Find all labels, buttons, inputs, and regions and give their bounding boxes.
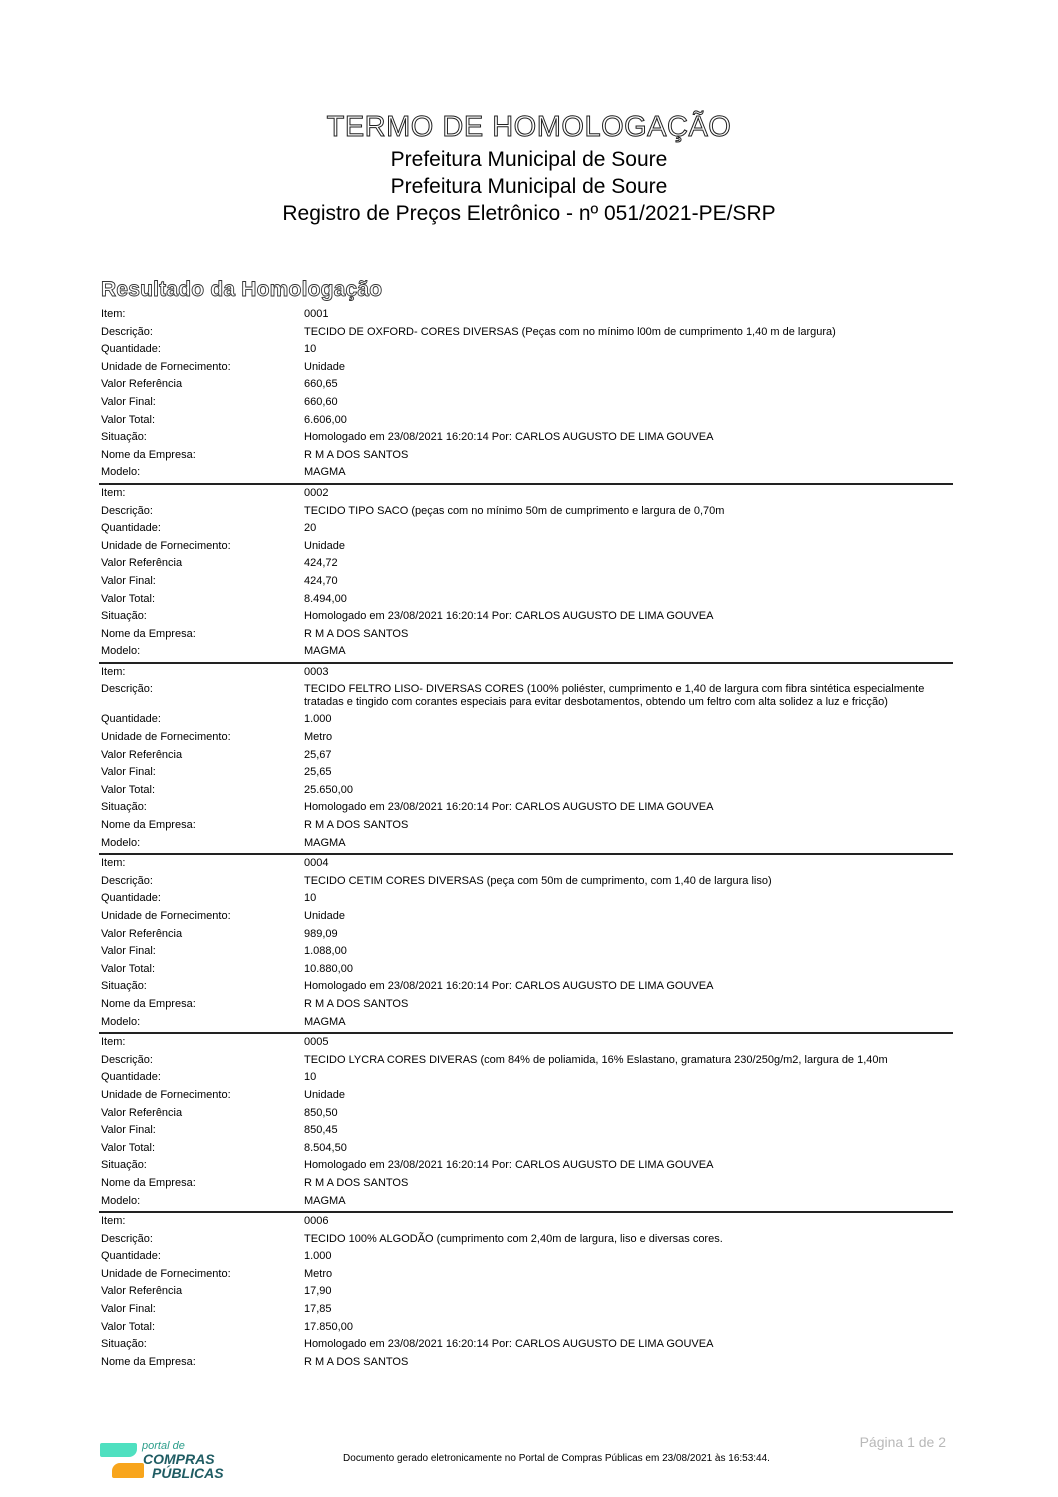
field-value: Homologado em 23/08/2021 16:20:14 Por: CARLOS AUGUSTO DE LIMA GOUVEA [304, 610, 714, 623]
field-value: TECIDO LYCRA CORES DIVERAS (com 84% de poliamida, 16% Eslastano, gramatura 230/250g/m2, largura de 1,40m [304, 1053, 888, 1066]
field-row-descricao [99, 503, 953, 521]
field-value: MAGMA [304, 1015, 346, 1028]
field-row-descricao [99, 324, 953, 342]
item-block [99, 1034, 953, 1213]
field-row-quantidade [99, 520, 953, 538]
field-label: Situação: [101, 610, 147, 623]
field-row-quantidade [99, 711, 953, 729]
field-label: Item: [101, 1036, 126, 1049]
field-value: Homologado em 23/08/2021 16:20:14 Por: CARLOS AUGUSTO DE LIMA GOUVEA [304, 431, 714, 444]
field-label: Valor Final: [101, 574, 156, 587]
field-value: 10 [304, 1071, 317, 1084]
item-block [99, 664, 953, 855]
field-row-valor-referencia [99, 747, 953, 765]
field-value: 17,90 [304, 1285, 332, 1298]
field-value: TECIDO CETIM CORES DIVERSAS (peça com 50m de cumprimento, com 1,40 de largura liso) [304, 874, 772, 887]
field-label: Nome da Empresa: [101, 1176, 196, 1189]
field-label: Situação: [101, 1159, 147, 1172]
field-label: Valor Referência [101, 1106, 183, 1119]
field-row-situacao [99, 799, 953, 817]
field-label: Modelo: [101, 1015, 141, 1028]
field-row-situacao [99, 1336, 953, 1354]
field-value: 0006 [304, 1215, 329, 1228]
field-value: Unidade [304, 1088, 345, 1101]
field-row-valor-total [99, 1319, 953, 1337]
field-value: 10 [304, 892, 317, 905]
subtitle-organization: Prefeitura Municipal de Soure [390, 148, 668, 171]
field-value: Metro [304, 731, 333, 744]
field-value: Homologado em 23/08/2021 16:20:14 Por: CARLOS AUGUSTO DE LIMA GOUVEA [304, 801, 714, 814]
field-label: Item: [101, 1215, 126, 1228]
field-value: 850,45 [304, 1124, 338, 1137]
item-block [99, 1213, 953, 1372]
field-row-item [99, 1034, 953, 1052]
field-label: Nome da Empresa: [101, 997, 196, 1010]
field-label: Valor Total: [101, 783, 156, 796]
field-value: TECIDO 100% ALGODÃO (cumprimento com 2,40m de largura, liso e diversas cores. [304, 1232, 723, 1245]
field-value: Unidade [304, 360, 345, 373]
field-label: Modelo: [101, 836, 141, 849]
field-label: Nome da Empresa: [101, 448, 196, 461]
field-value: MAGMA [304, 1194, 346, 1207]
field-value: 8.494,00 [304, 592, 347, 605]
field-row-unidade [99, 908, 953, 926]
field-row-valor-total [99, 412, 953, 430]
field-label: Item: [101, 486, 126, 499]
item-block [99, 306, 953, 485]
field-label: Nome da Empresa: [101, 1355, 196, 1368]
field-label: Descrição: [101, 874, 153, 887]
field-value: 10.880,00 [304, 962, 353, 975]
field-value: 17.850,00 [304, 1320, 353, 1333]
field-row-unidade [99, 359, 953, 377]
field-label: Valor Final: [101, 1124, 156, 1137]
field-value: 660,60 [304, 395, 338, 408]
field-value: 6.606,00 [304, 413, 347, 426]
field-label: Situação: [101, 431, 147, 444]
field-value: MAGMA [304, 466, 346, 479]
field-label: Valor Referência [101, 748, 183, 761]
field-value: 1.088,00 [304, 945, 347, 958]
field-value: 0002 [304, 486, 329, 499]
field-label: Unidade de Fornecimento: [101, 360, 231, 373]
field-value: Homologado em 23/08/2021 16:20:14 Por: CARLOS AUGUSTO DE LIMA GOUVEA [304, 1338, 714, 1351]
logo-text-small: portal de [142, 1440, 185, 1452]
field-value: 0001 [304, 308, 329, 320]
field-label: Valor Final: [101, 766, 156, 779]
field-label: Modelo: [101, 645, 141, 658]
field-label: Situação: [101, 1338, 147, 1351]
field-row-unidade [99, 538, 953, 556]
field-row-quantidade [99, 1248, 953, 1266]
homologation-items-list [99, 306, 953, 1372]
field-value: TECIDO DE OXFORD- CORES DIVERSAS (Peças com no mínimo l00m de cumprimento 1,40 m de largura) [304, 325, 836, 338]
field-row-descricao [99, 873, 953, 891]
document-title: TERMO DE HOMOLOGAÇÃO [326, 111, 732, 143]
field-label: Modelo: [101, 1194, 141, 1207]
logo-orange-shape [112, 1463, 144, 1478]
field-row-modelo [99, 643, 953, 661]
field-value: R M A DOS SANTOS [304, 448, 409, 461]
field-value: R M A DOS SANTOS [304, 819, 409, 832]
field-label: Valor Referência [101, 1285, 183, 1298]
field-value: R M A DOS SANTOS [304, 1355, 409, 1368]
field-row-valor-referencia [99, 1105, 953, 1123]
field-row-valor-final [99, 573, 953, 591]
field-label: Situação: [101, 801, 147, 814]
field-value: 0003 [304, 665, 329, 678]
field-value: 8.504,50 [304, 1141, 347, 1154]
field-value: Homologado em 23/08/2021 16:20:14 Por: CARLOS AUGUSTO DE LIMA GOUVEA [304, 1159, 714, 1172]
field-value: 1.000 [304, 713, 332, 726]
field-label: Descrição: [101, 504, 153, 517]
page-number: Página 1 de 2 [859, 1434, 946, 1450]
field-label: Item: [101, 308, 126, 320]
field-label: Quantidade: [101, 1250, 161, 1263]
field-row-valor-referencia [99, 376, 953, 394]
field-label: Quantidade: [101, 343, 161, 356]
field-value: 20 [304, 522, 317, 535]
field-value: Unidade [304, 910, 345, 922]
field-label: Valor Referência [101, 927, 183, 940]
field-row-empresa [99, 447, 953, 465]
field-row-quantidade [99, 890, 953, 908]
field-label: Valor Total: [101, 413, 156, 426]
field-row-item [99, 1213, 953, 1231]
field-row-item [99, 485, 953, 503]
logo-text-line2: PÚBLICAS [152, 1465, 224, 1481]
subtitle-process-number: Registro de Preços Eletrônico - nº 051/2021-PE/SRP [282, 202, 776, 225]
field-row-valor-final [99, 943, 953, 961]
field-value: 424,72 [304, 557, 338, 570]
field-value: R M A DOS SANTOS [304, 997, 409, 1010]
field-label: Valor Referência [101, 378, 183, 391]
logo-text-line1: COMPRAS [143, 1451, 215, 1467]
field-value: 25.650,00 [304, 783, 353, 796]
field-row-descricao [99, 1052, 953, 1070]
field-row-valor-total [99, 961, 953, 979]
field-label: Valor Referência [101, 557, 183, 570]
field-label: Valor Final: [101, 395, 156, 408]
field-label: Unidade de Fornecimento: [101, 539, 231, 552]
field-row-empresa [99, 817, 953, 835]
field-row-valor-final [99, 764, 953, 782]
field-label: Item: [101, 857, 126, 870]
field-label: Item: [101, 665, 126, 678]
subtitle-organization-repeat: Prefeitura Municipal de Soure [390, 175, 668, 198]
field-row-empresa [99, 1354, 953, 1372]
field-label: Descrição: [101, 1232, 153, 1245]
field-row-modelo [99, 1014, 953, 1032]
field-value: 1.000 [304, 1250, 332, 1263]
field-value: 10 [304, 343, 317, 356]
document-header [0, 108, 1058, 227]
field-row-unidade [99, 729, 953, 747]
field-row-valor-final [99, 1122, 953, 1140]
field-row-item [99, 306, 953, 324]
field-row-situacao [99, 1157, 953, 1175]
field-value: 989,09 [304, 927, 338, 940]
item-block [99, 485, 953, 664]
field-value: 0005 [304, 1036, 329, 1049]
field-label: Unidade de Fornecimento: [101, 910, 231, 922]
field-row-descricao [99, 681, 953, 711]
field-value: R M A DOS SANTOS [304, 627, 409, 640]
field-label: Situação: [101, 980, 147, 993]
field-row-valor-referencia [99, 555, 953, 573]
field-label: Descrição: [101, 325, 153, 338]
field-row-empresa [99, 626, 953, 644]
field-label: Quantidade: [101, 713, 161, 726]
field-row-unidade [99, 1087, 953, 1105]
field-label: Valor Total: [101, 592, 156, 605]
field-row-descricao [99, 1231, 953, 1249]
field-row-empresa [99, 996, 953, 1014]
field-row-situacao [99, 608, 953, 626]
field-row-unidade [99, 1266, 953, 1284]
field-row-valor-referencia [99, 1283, 953, 1301]
field-row-valor-total [99, 782, 953, 800]
field-label: Quantidade: [101, 1071, 161, 1084]
field-label: Valor Final: [101, 1303, 156, 1316]
field-row-modelo [99, 1193, 953, 1211]
field-label: Valor Final: [101, 945, 156, 958]
field-value: Unidade [304, 539, 345, 552]
field-row-valor-final [99, 394, 953, 412]
field-row-situacao [99, 429, 953, 447]
section-title: Resultado da Homologação [101, 278, 383, 301]
field-label: Valor Total: [101, 1320, 156, 1333]
field-row-modelo [99, 464, 953, 482]
field-label: Modelo: [101, 466, 141, 479]
field-row-item [99, 664, 953, 682]
field-value: R M A DOS SANTOS [304, 1176, 409, 1189]
field-value: 25,65 [304, 766, 332, 779]
field-row-valor-total [99, 591, 953, 609]
field-value: 25,67 [304, 748, 332, 761]
footer-generated-text: Documento gerado eletronicamente no Portal de Compras Públicas em 23/08/2021 às 16:53:44. [343, 1453, 770, 1464]
field-label: Unidade de Fornecimento: [101, 1267, 231, 1280]
field-label: Descrição: [101, 683, 153, 696]
field-label: Valor Total: [101, 962, 156, 975]
field-label: Unidade de Fornecimento: [101, 731, 231, 744]
field-value: TECIDO FELTRO LISO- DIVERSAS CORES (100% poliéster, cumprimento e 1,40 de largura com fibra sintética especialmente tratadas e tingido com corantes especiais para evitar desbotamentos, obtendo um feltro com alta solidez a luz e fricção) [304, 683, 925, 708]
field-value: TECIDO TIPO SACO (peças com no mínimo 50m de cumprimento e largura de 0,70m [304, 504, 725, 517]
field-row-modelo [99, 835, 953, 853]
field-row-valor-final [99, 1301, 953, 1319]
field-row-quantidade [99, 341, 953, 359]
field-value: 0004 [304, 857, 329, 870]
field-label: Quantidade: [101, 522, 161, 535]
field-value: 17,85 [304, 1303, 332, 1316]
field-value: 424,70 [304, 574, 338, 587]
field-row-item [99, 855, 953, 873]
field-label: Descrição: [101, 1053, 153, 1066]
field-value: 660,65 [304, 378, 338, 391]
field-value: Metro [304, 1267, 333, 1280]
item-block [99, 855, 953, 1034]
field-label: Valor Total: [101, 1141, 156, 1154]
field-label: Unidade de Fornecimento: [101, 1088, 231, 1101]
field-row-valor-total [99, 1140, 953, 1158]
field-value: MAGMA [304, 836, 346, 849]
field-label: Quantidade: [101, 892, 161, 905]
field-value: MAGMA [304, 645, 346, 658]
field-row-valor-referencia [99, 926, 953, 944]
field-row-quantidade [99, 1069, 953, 1087]
field-value: Homologado em 23/08/2021 16:20:14 Por: CARLOS AUGUSTO DE LIMA GOUVEA [304, 980, 714, 993]
field-row-empresa [99, 1175, 953, 1193]
field-label: Nome da Empresa: [101, 627, 196, 640]
field-label: Nome da Empresa: [101, 819, 196, 832]
field-value: 850,50 [304, 1106, 338, 1119]
field-row-situacao [99, 978, 953, 996]
